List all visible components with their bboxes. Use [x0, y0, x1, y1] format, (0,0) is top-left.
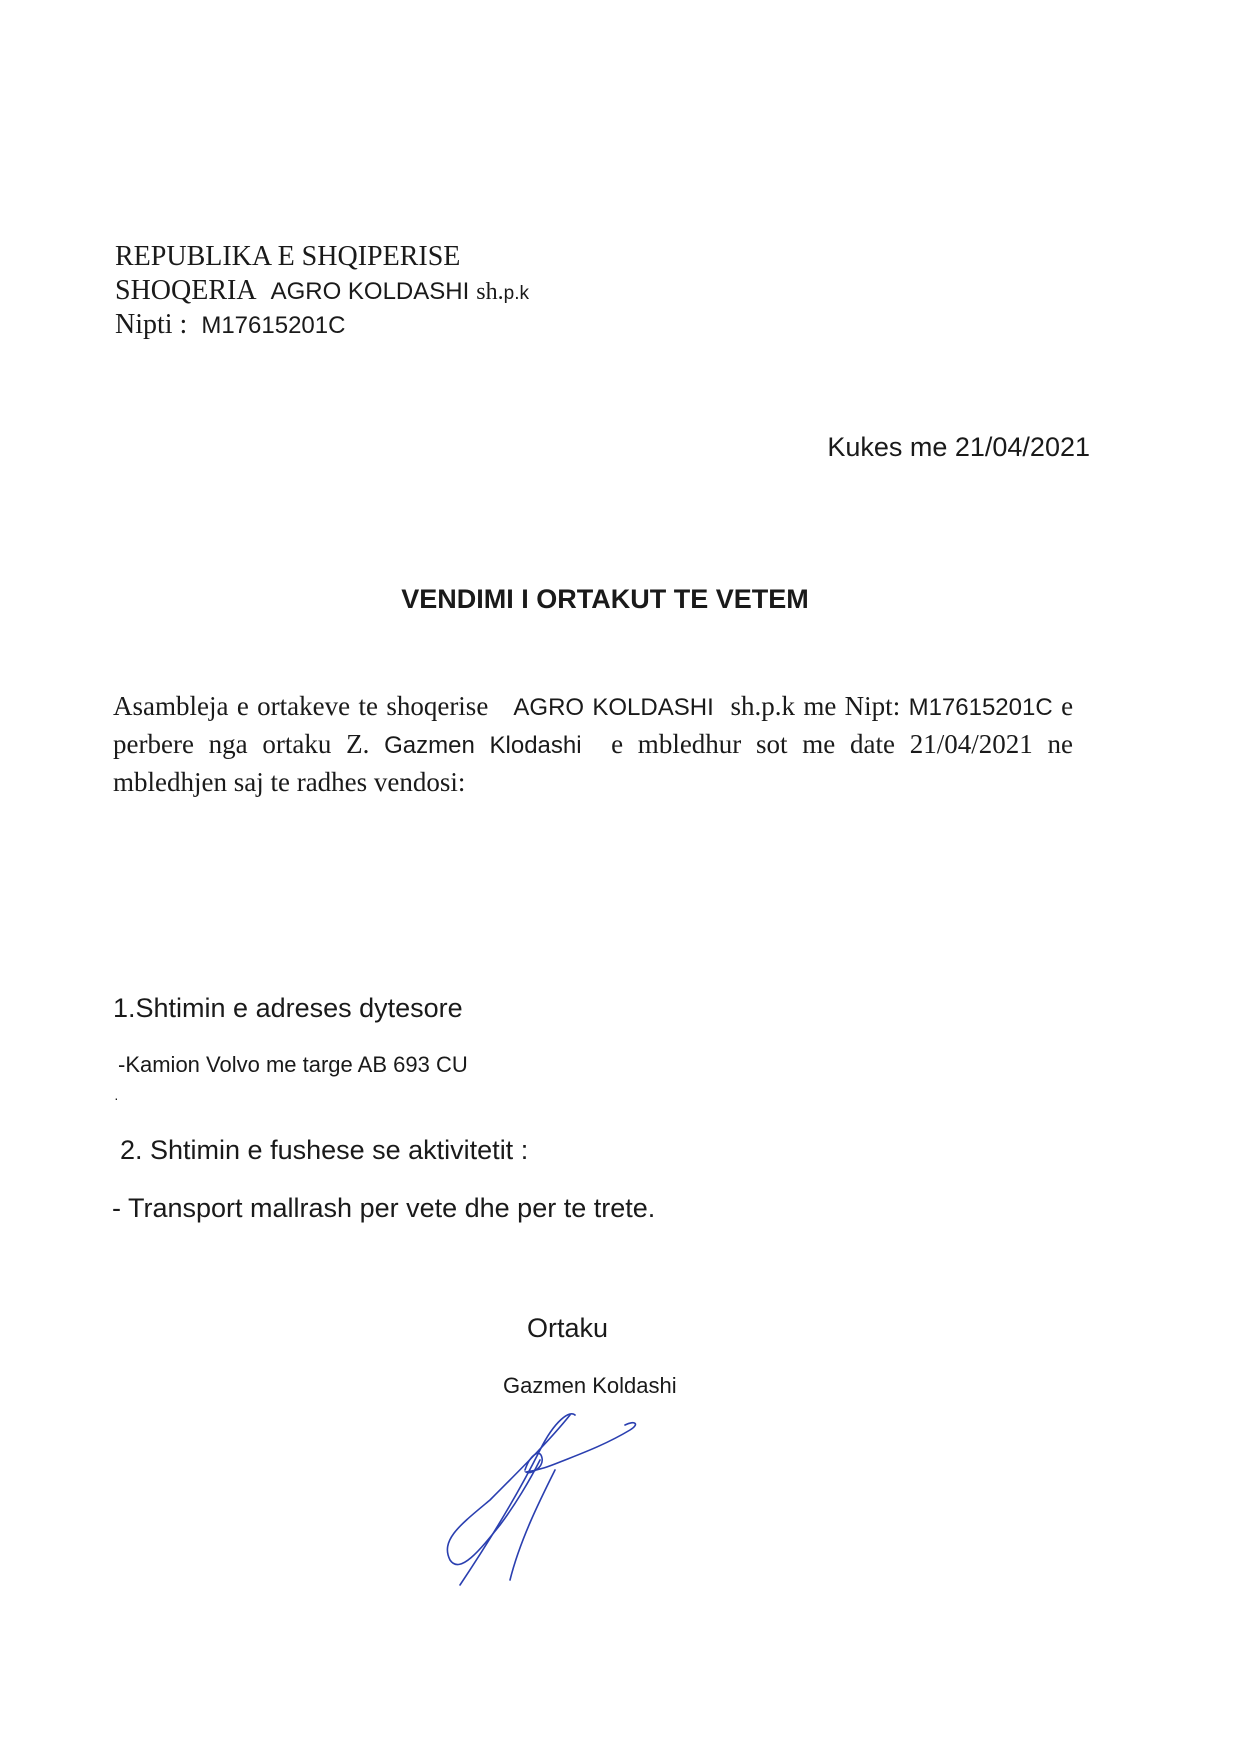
nipt-value: M17615201C [201, 312, 346, 339]
decision-paragraph [113, 688, 1073, 801]
company-pk: p.k [503, 283, 529, 304]
para-text-2: sh.p.k me Nipt: [730, 691, 901, 721]
para-text-4: e mbledhur sot me date 21/04/2021 ne mbledhjen saj te radhes vendosi: [113, 729, 1073, 797]
stray-dot: · [114, 1090, 119, 1106]
header-nipt [115, 308, 345, 343]
para-company: AGRO KOLDASHI [513, 694, 714, 721]
handwritten-signature [430, 1400, 670, 1600]
item-1-detail: -Kamion Volvo me targe AB 693 CU [118, 1052, 468, 1077]
para-nipt: M17615201C [908, 694, 1053, 721]
item-2-heading: 2. Shtimin e fushese se aktivitetit : [120, 1135, 529, 1165]
para-name: Gazmen Klodashi [384, 732, 582, 759]
para-text-3: e perbere nga ortaku Z. [113, 691, 1074, 759]
company-prefix: SHOQERIA [115, 275, 257, 306]
signature-role: Ortaku [527, 1313, 609, 1343]
header-company [115, 274, 529, 311]
nipt-label: Nipti : [115, 309, 188, 340]
company-name: AGRO KOLDASHI [270, 278, 470, 305]
item-1-heading: 1.Shtimin e adreses dytesore [113, 993, 463, 1023]
signature-name: Gazmen Koldashi [503, 1373, 677, 1398]
item-2-detail: - Transport mallrash per vete dhe per te trete. [112, 1193, 656, 1223]
header-republic: REPUBLIKA E SHQIPERISE [115, 241, 461, 272]
company-sh: sh. [476, 279, 504, 305]
date-line: Kukes me 21/04/2021 [827, 432, 1090, 462]
para-text-1: Asambleja e ortakeve te shoqerise [113, 691, 489, 721]
document-title: VENDIMI I ORTAKUT TE VETEM [401, 584, 809, 614]
